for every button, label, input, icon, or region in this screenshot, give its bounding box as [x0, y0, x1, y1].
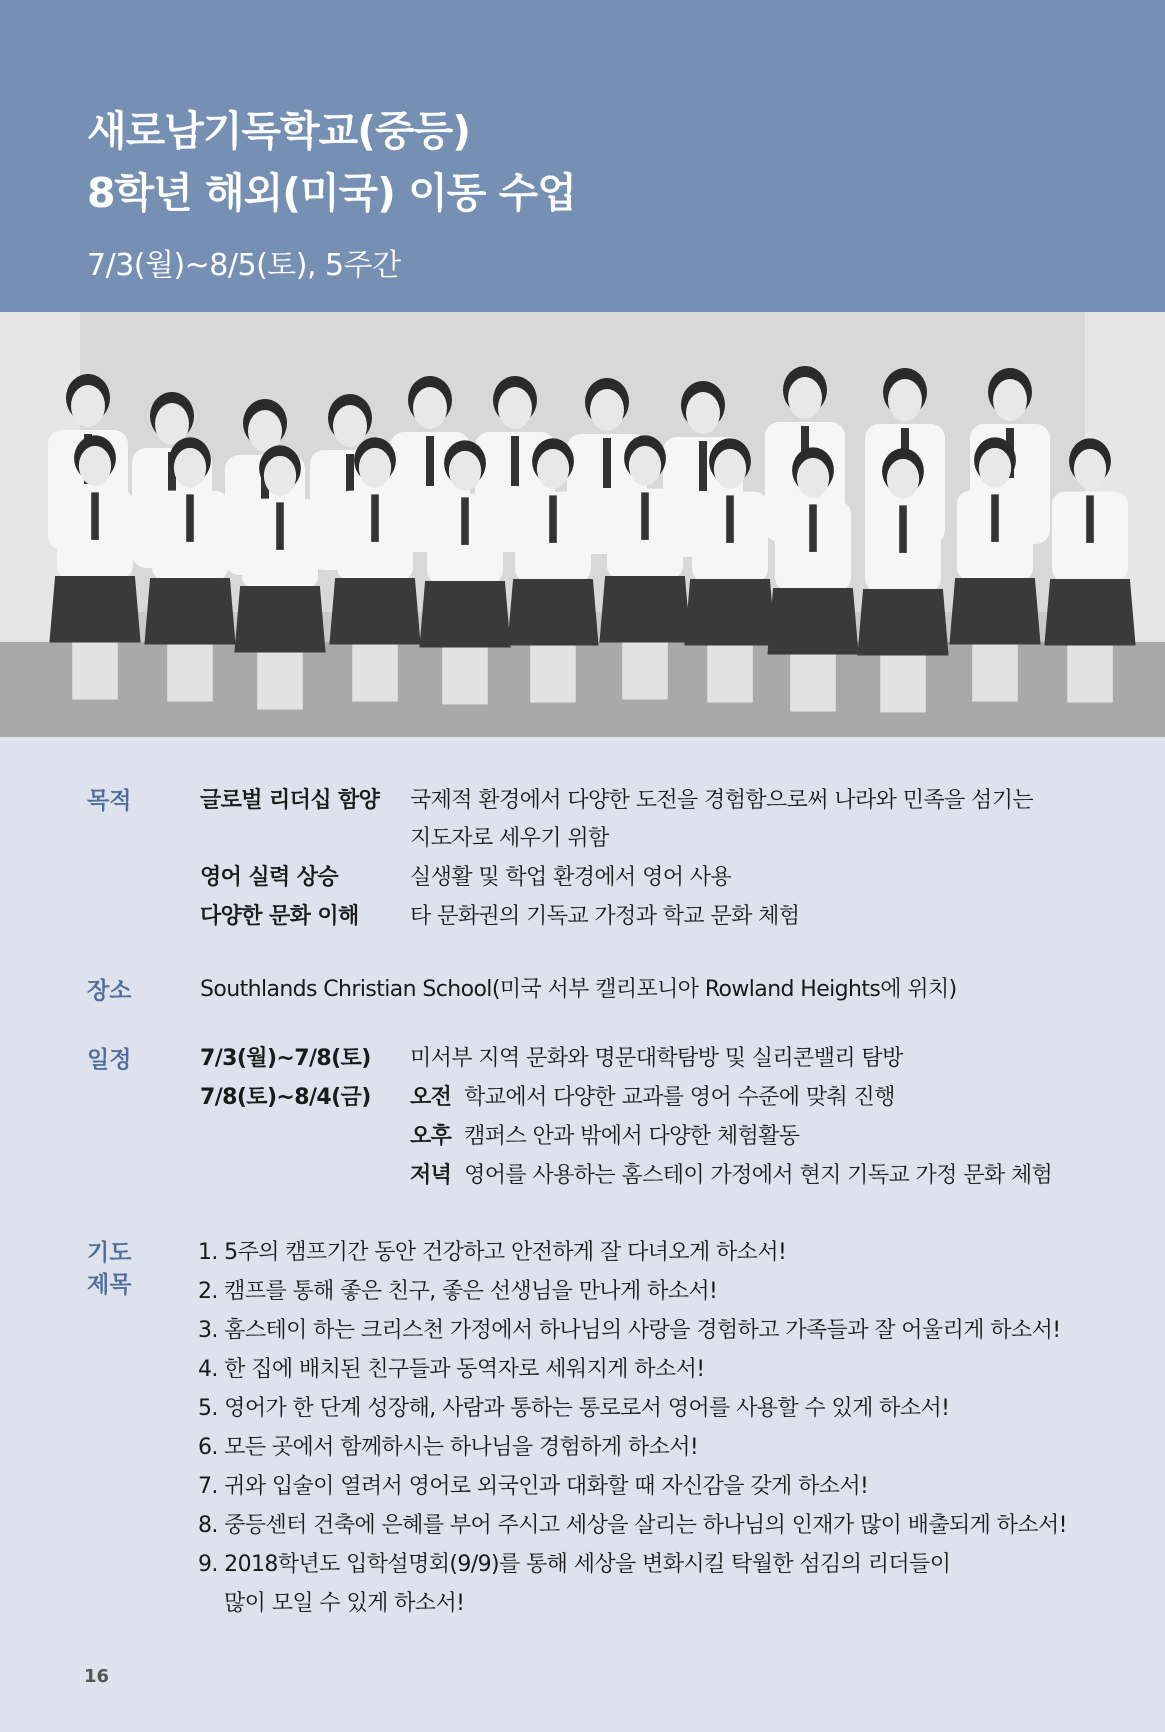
group-photo	[0, 312, 1165, 737]
header-banner	[0, 0, 1165, 312]
prayer-label-line2: 제목	[87, 1272, 132, 1298]
purpose-item-desc: 실생활 및 학업 환경에서 영어 사용	[410, 865, 732, 890]
prayer-item: 4. 한 집에 배치된 친구들과 동역자로 세워지게 하소서!	[198, 1357, 705, 1382]
schedule-slot	[410, 1161, 1052, 1191]
prayer-item: 3. 홈스테이 하는 크리스천 가정에서 하나님의 사랑을 경험하고 가족들과 잘 어울리게 하소서!	[198, 1318, 1061, 1343]
purpose-item-title: 다양한 문화 이해	[200, 904, 359, 929]
slot-time: 오후	[410, 1124, 452, 1149]
slot-time: 오전	[410, 1085, 452, 1110]
place-label: 장소	[87, 978, 132, 1004]
place-name: Southlands Christian School	[200, 977, 492, 1002]
slot-desc: 영어를 사용하는 홈스테이 가정에서 현지 기독교 가정 문화 체험	[464, 1163, 1053, 1188]
purpose-item-desc: 타 문화권의 기독교 가정과 학교 문화 체험	[410, 904, 800, 929]
group-photo-illustration	[0, 312, 1165, 737]
schedule-period1-desc: 미서부 지역 문화와 명문대학탐방 및 실리콘밸리 탐방	[410, 1046, 903, 1071]
schedule-period1: 7/3(월)~7/8(토)	[200, 1046, 371, 1071]
place-text	[200, 975, 957, 1005]
slot-desc: 캠퍼스 안과 밖에서 다양한 체험활동	[464, 1124, 800, 1149]
purpose-item-desc-cont: 지도자로 세우기 위함	[410, 826, 609, 851]
purpose-label: 목적	[87, 788, 132, 814]
page-title-line1: 새로남기독학교(중등)	[87, 107, 470, 155]
prayer-item: 6. 모든 곳에서 함께하시는 하나님을 경험하게 하소서!	[198, 1435, 699, 1460]
slot-desc: 학교에서 다양한 교과를 영어 수준에 맞춰 진행	[464, 1085, 895, 1110]
content-area	[0, 737, 1165, 1732]
purpose-item-desc: 국제적 환경에서 다양한 도전을 경험함으로써 나라와 민족을 섬기는	[410, 788, 1034, 813]
purpose-item-title: 영어 실력 상승	[200, 865, 339, 890]
place-detail: (미국 서부 캘리포니아 Rowland Heights에 위치)	[491, 977, 957, 1002]
prayer-item: 7. 귀와 입술이 열려서 영어로 외국인과 대화할 때 자신감을 갖게 하소서!	[198, 1474, 869, 1499]
schedule-period2: 7/8(토)~8/4(금)	[200, 1085, 371, 1110]
prayer-item: 8. 중등센터 건축에 은혜를 부어 주시고 세상을 살리는 하나님의 인재가 많이 배출되게 하소서!	[198, 1513, 1067, 1538]
date-subtitle: 7/3(월)~8/5(토), 5주간	[87, 248, 401, 283]
slot-time: 저녁	[410, 1163, 452, 1188]
prayer-item: 5. 영어가 한 단계 성장해, 사람과 통하는 통로로서 영어를 사용할 수 있게 하소서!	[198, 1396, 950, 1421]
schedule-slot	[410, 1083, 895, 1113]
purpose-item-title: 글로벌 리더십 함양	[200, 788, 380, 813]
prayer-item: 9. 2018학년도 입학설명회(9/9)를 통해 세상을 변화시킬 탁월한 섬김의 리더들이	[198, 1552, 951, 1577]
prayer-item: 2. 캠프를 통해 좋은 친구, 좋은 선생님을 만나게 하소서!	[198, 1279, 718, 1304]
schedule-slot	[410, 1122, 799, 1152]
prayer-label-line1: 기도	[87, 1240, 132, 1266]
page-number: 16	[84, 1666, 110, 1687]
schedule-label: 일정	[87, 1047, 132, 1073]
prayer-item: 1. 5주의 캠프기간 동안 건강하고 안전하게 잘 다녀오게 하소서!	[198, 1240, 787, 1265]
page-title-line2: 8학년 해외(미국) 이동 수업	[87, 169, 576, 217]
prayer-item-cont: 많이 모일 수 있게 하소서!	[224, 1591, 465, 1616]
